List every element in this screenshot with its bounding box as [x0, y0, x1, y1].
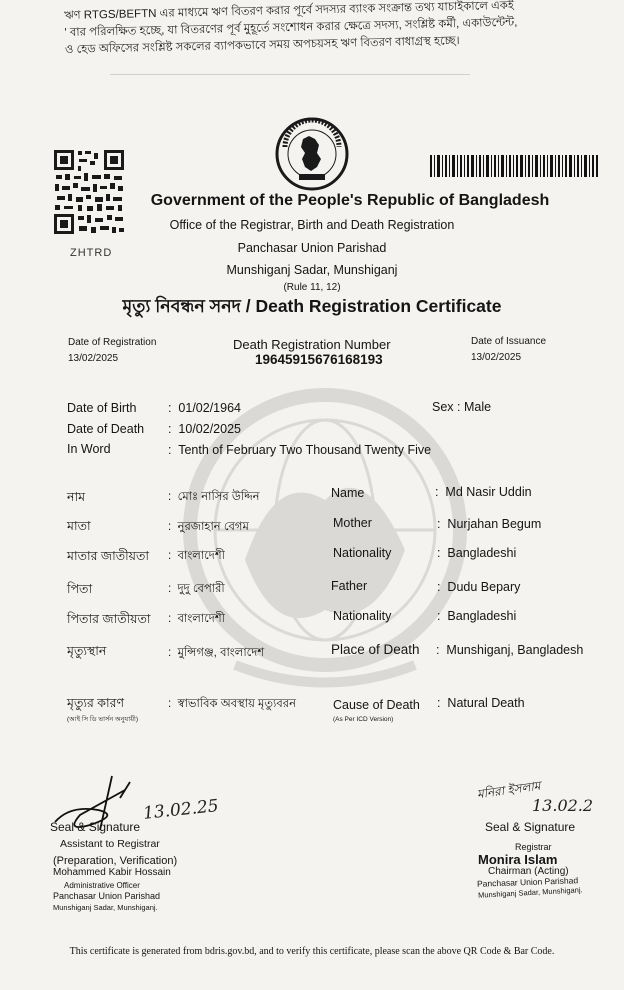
- father-bn-text: দুদু বেপারী: [177, 583, 225, 595]
- in-word-text: Tenth of February Two Thousand Twenty Five: [178, 443, 432, 457]
- right-role: Registrar: [515, 842, 552, 852]
- father-nationality-en-text: Bangladeshi: [447, 609, 517, 623]
- mother-bn-value: : নুরজাহান বেগম: [168, 521, 249, 533]
- right-place: Munshiganj Sadar, Munshiganj.: [477, 885, 583, 900]
- cause-of-death-en-value: : Natural Death: [437, 696, 525, 710]
- name-bn-text: মোঃ নাসির উদ্দিন: [177, 491, 260, 503]
- place-of-death-bn-label: মৃত্যুস্থান: [67, 644, 107, 658]
- place-of-death-en-label: Place of Death: [331, 642, 420, 657]
- district-heading: Munshiganj Sadar, Munshiganj: [226, 263, 398, 277]
- father-nationality-bn-label: পিতার জাতীয়তা: [67, 612, 151, 626]
- bank-notice: [64, 0, 613, 59]
- right-seal-label: Seal & Signature: [485, 820, 576, 834]
- left-name: Mohammed Kabir Hossain: [53, 867, 171, 878]
- certificate-title-en: Death Registration Certificate: [255, 296, 502, 316]
- cause-note-en: (As Per ICD Version): [333, 716, 394, 723]
- left-role-detail: (Preparation, Verification): [53, 855, 178, 867]
- cause-of-death-bn-text: স্বাভাবিক অবস্থায় মৃত্যুবরন: [177, 698, 296, 710]
- father-nationality-bn-text: বাংলাদেশী: [177, 613, 225, 625]
- dod-text: 10/02/2025: [178, 422, 241, 436]
- mother-nationality-en-label: Nationality: [333, 546, 392, 560]
- right-title: Chairman (Acting): [488, 866, 569, 877]
- cause-of-death-en-label: Cause of Death: [333, 698, 420, 712]
- barcode-icon: [430, 155, 598, 177]
- registrar-signature-name: মনিরা ইসলাম: [476, 778, 542, 802]
- father-nationality-bn-value: : বাংলাদেশী: [168, 613, 225, 625]
- mother-en-label: Mother: [333, 516, 372, 530]
- date-of-registration-value: 13/02/2025: [68, 353, 119, 364]
- certificate-title: [0, 294, 624, 323]
- rule-reference: (Rule 11, 12): [283, 282, 341, 293]
- government-heading: Government of the People's Republic of Bangladesh: [150, 192, 550, 209]
- father-en-label: Father: [331, 579, 368, 593]
- notice-line-1: ঋণ RTGS/BEFTN এর মাধ্যমে ঋণ বিতরণ করার পূর্বে সদস্যর ব্যাংক সংক্রান্ত তথ্য যাচাইকালে একই: [64, 0, 514, 22]
- mother-nationality-bn-label: মাতার জাতীয়তা: [67, 549, 150, 563]
- right-org: Panchasar Union Parishad: [476, 875, 579, 889]
- place-of-death-bn-text: মুন্সিগঞ্জ, বাংলাদেশ: [177, 647, 265, 659]
- dob-value: : 01/02/1964: [168, 401, 241, 415]
- assistant-signature-date: 13.02.25: [142, 796, 220, 824]
- dod-value: : 10/02/2025: [168, 422, 241, 436]
- place-of-death-en-text: Munshiganj, Bangladesh: [446, 643, 584, 657]
- mother-en-value: : Nurjahan Begum: [437, 517, 542, 531]
- date-of-issuance-label: Date of Issuance: [471, 336, 547, 347]
- mother-nationality-en-text: Bangladeshi: [447, 546, 517, 560]
- place-of-death-en-value: : Munshiganj, Bangladesh: [436, 643, 584, 657]
- registrar-signature-date: 13.02.2: [532, 796, 594, 815]
- left-title: Administrative Officer: [64, 881, 140, 890]
- cause-of-death-bn-value: : স্বাভাবিক অবস্থায় মৃত্যুবরন: [168, 698, 296, 710]
- left-org: Panchasar Union Parishad: [53, 891, 161, 901]
- date-of-issuance-value: 13/02/2025: [471, 352, 522, 363]
- left-role: Assistant to Registrar: [60, 838, 160, 850]
- cause-of-death-bn-label: মৃত্যুর কারণ: [67, 696, 125, 710]
- father-nationality-en-value: : Bangladeshi: [437, 609, 517, 623]
- registration-number-value: 19645915676168193: [255, 352, 383, 367]
- left-seal-label: Seal & Signature: [50, 820, 141, 834]
- mother-nationality-bn-text: বাংলাদেশী: [177, 550, 225, 562]
- in-word-value: : Tenth of February Two Thousand Twenty Five: [168, 443, 432, 457]
- union-heading: Panchasar Union Parishad: [237, 241, 387, 255]
- office-heading: Office of the Registrar, Birth and Death Registration: [169, 218, 455, 232]
- father-bn-value: : দুদু বেপারী: [168, 583, 225, 595]
- dob-text: 01/02/1964: [178, 401, 241, 415]
- in-word-label: In Word: [67, 442, 111, 456]
- date-of-registration-label: Date of Registration: [68, 337, 157, 348]
- bangladesh-government-seal-icon: [275, 117, 349, 191]
- left-place: Munshiganj Sadar, Munshiganj.: [53, 903, 158, 912]
- dod-label: Date of Death: [67, 422, 145, 436]
- mother-nationality-bn-value: : বাংলাদেশী: [168, 550, 225, 562]
- cause-of-death-en-text: Natural Death: [447, 696, 525, 710]
- sex-value: Sex : Male: [432, 400, 492, 414]
- father-en-text: Dudu Bepary: [447, 580, 521, 594]
- father-en-value: : Dudu Bepary: [437, 580, 521, 594]
- registration-number-label: Death Registration Number: [233, 337, 391, 352]
- qr-caption: ZHTRD: [70, 247, 113, 259]
- mother-bn-label: মাতা: [67, 519, 91, 533]
- cause-note-bn: (আই সি ডি ভার্সন অনুযায়ী): [67, 716, 139, 723]
- name-en-value: : Md Nasir Uddin: [435, 485, 532, 499]
- notice-line-2: ' বার পরিলক্ষিত হচ্ছে, যা বিতরণের পূর্ব মুহূর্তে সংশোধন করার ক্ষেত্রে সদস্য, সংশ্লিষ্ট কর্মী, একাউন্টেন্ট,: [64, 16, 518, 39]
- mother-nationality-en-value: : Bangladeshi: [437, 546, 517, 560]
- divider: [110, 74, 470, 75]
- notice-line-3: ও হেড অফিসের সংশ্লিষ্ট সকলের ব্যাপকভাবে সময় অপচয়সহ ঋণ বিতরণ বাধাগ্রস্থ হচ্ছে।: [64, 35, 460, 56]
- certificate-title-bn: মৃত্যু নিবন্ধন সনদ /: [122, 296, 256, 316]
- name-bn-value: : মোঃ নাসির উদ্দিন: [168, 491, 260, 503]
- mother-bn-text: নুরজাহান বেগম: [177, 521, 249, 533]
- verification-footer: This certificate is generated from bdris.gov.bd, and to verify this certificate, please scan the above QR Code & Bar Code.: [69, 946, 555, 957]
- right-name: Monira Islam: [478, 852, 558, 867]
- father-bn-label: পিতা: [67, 582, 93, 596]
- name-bn-label: নাম: [67, 490, 86, 504]
- name-en-label: Name: [331, 486, 365, 500]
- name-en-text: Md Nasir Uddin: [445, 485, 532, 499]
- place-of-death-bn-value: : মুন্সিগঞ্জ, বাংলাদেশ: [168, 647, 265, 659]
- mother-en-text: Nurjahan Begum: [447, 517, 542, 531]
- dob-label: Date of Birth: [67, 401, 137, 415]
- father-nationality-en-label: Nationality: [333, 609, 392, 623]
